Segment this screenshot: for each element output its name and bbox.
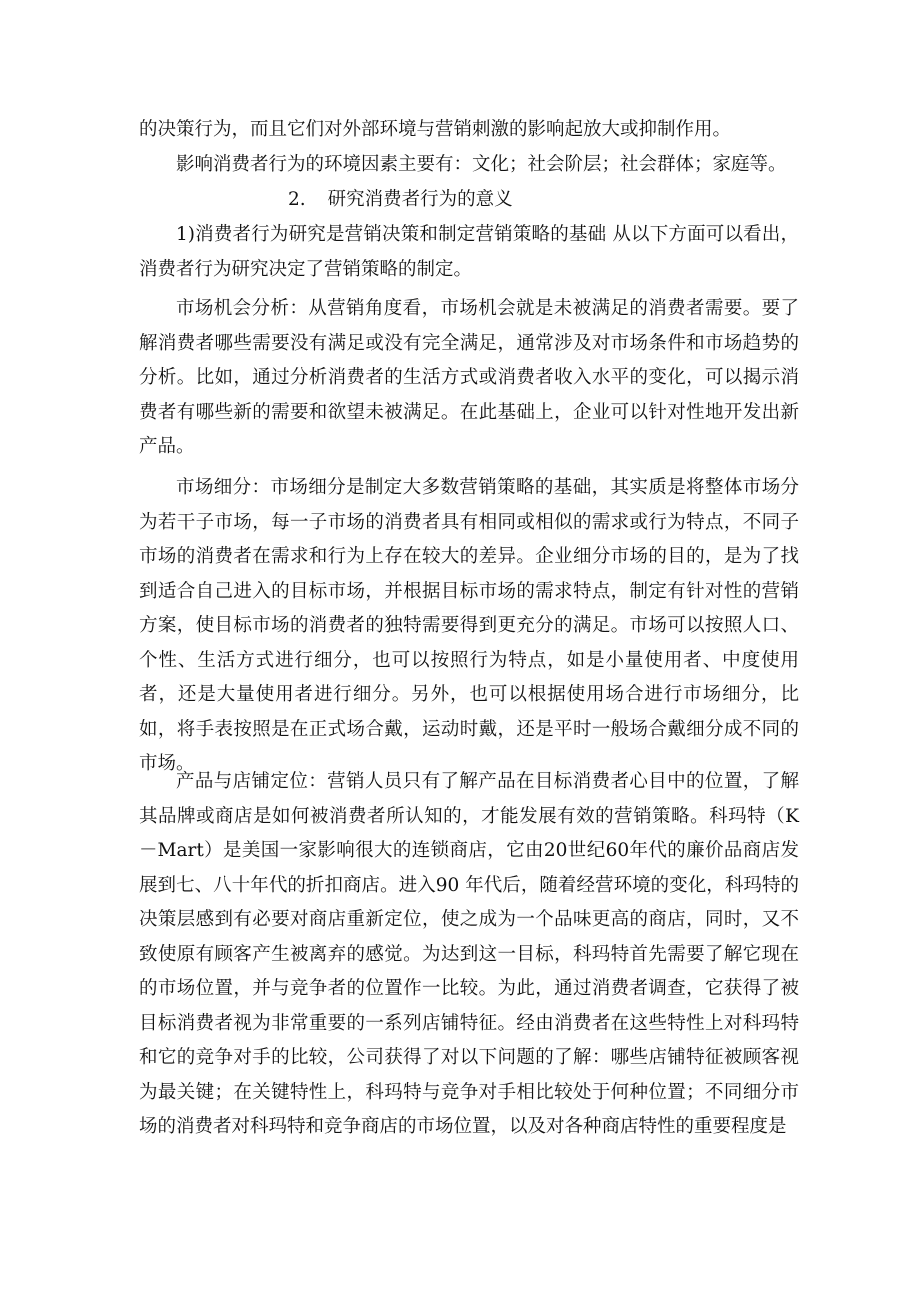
section-heading — [288, 183, 513, 218]
paragraph-market-segmentation: 市场细分：市场细分是制定大多数营销策略的基础，其实质是将整体市场分为若干子市场，每一子市场的消费者具有相同或相似的需求或行为特点，不同子市场的消费者在需求和行为上存在较大的差异。企业细分市场的目的，是为了找到适合自己进入的目标市场，并根据目标市场的需求特点，制定有针对性的营销方案，使目标市场的消费者的独特需要得到更充分的满足。市场可以按照人口、个性、生活方式进行细分，也可以按照行为特点，如是小量使用者、中度使用者，还是大量使用者进行细分。另外，也可以根据使用场合进行市场细分，比如，将手表按照是在正式场合戴，运动时戴，还是平时一般场合戴细分成不同的市场。 — [139, 477, 799, 774]
paragraph-positioning: 产品与店铺定位：营销人员只有了解产品在目标消费者心目中的位置，了解其品牌或商店是如何被消费者所认知的，才能发展有效的营销策略。科玛特（K－Mart）是美国一家影响很大的连锁商店，它由20世纪60年代的廉价品商店发展到七、八十年代的折扣商店。进入90 年代后，随着经营环境的变化，科玛特的决策层感到有必要对商店重新定位，使之成为一个品味更高的商店，同时，又不致使原有顾客产生被离弃的感觉。为达到这一目标，科玛特首先需要了解它现在的市场位置，并与竞争者的位置作一比较。为此，通过消费者调查，它获得了被目标消费者视为非常重要的一系列店铺特征。经由消费者在这些特性上对科玛特和它的竞争对手的比较，公司获得了对以下问题的了解：哪些店铺特征被顾客视为最关键；在关键特性上，科玛特与竞争对手相比较处于何种位置；不同细分市场的消费者对科玛特和竞争商店的市场位置，以及对各种商店特性的重要程度是 — [139, 771, 799, 1137]
paragraph-decision-behavior: 的决策行为，而且它们对外部环境与营销刺激的影响起放大或抑制作用。 — [139, 119, 732, 140]
section-title: 研究消费者行为的意义 — [327, 189, 513, 210]
paragraph-environment-factors: 影响消费者行为的环境因素主要有：文化；社会阶层；社会群体；家庭等。 — [176, 154, 787, 175]
paragraph-research-basis: 1)消费者行为研究是营销决策和制定营销策略的基础 从以下方面可以看出，消费者行为研究决定了营销策略的制定。 — [139, 224, 799, 280]
section-number: 2. — [288, 189, 306, 210]
paragraph-market-opportunity: 市场机会分析：从营销角度看，市场机会就是未被满足的消费者需要。要了解消费者哪些需要没有满足或没有完全满足，通常涉及对市场条件和市场趋势的分析。比如，通过分析消费者的生活方式或消费者收入水平的变化，可以揭示消费者有哪些新的需要和欲望未被满足。在此基础上，企业可以针对性地开发出新产品。 — [139, 298, 799, 457]
